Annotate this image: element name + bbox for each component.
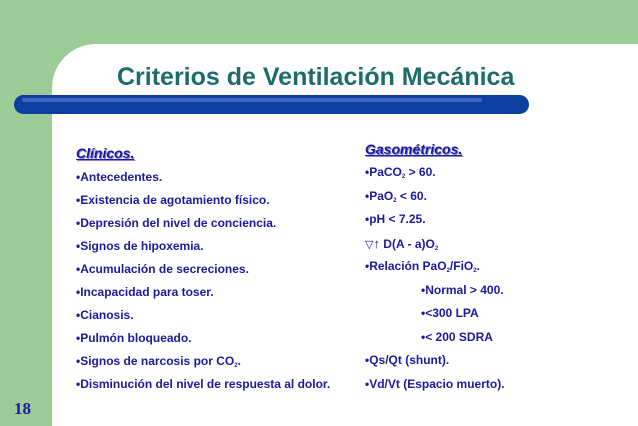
left-green-band <box>0 0 52 426</box>
narcosis-text: •Signos de narcosis por CO <box>76 354 235 368</box>
gradient-text: D(A - a)O <box>379 236 435 251</box>
paco2-text: •PaCO <box>365 165 402 179</box>
gas-item-relacion <box>365 259 625 283</box>
clinicos-item: •Existencia de agotamiento físico. <box>76 193 270 207</box>
relacion-suffix: . <box>476 259 480 273</box>
gas-item-lpa: •<300 LPA <box>421 306 479 320</box>
narcosis-suffix: . <box>237 354 241 368</box>
gas-item-gradient <box>365 236 625 260</box>
clinicos-item-narcosis <box>76 354 336 377</box>
clinicos-item: •Incapacidad para toser. <box>76 285 214 299</box>
clinicos-item: •Signos de hipoxemia. <box>76 239 204 253</box>
clinicos-heading: Clínicos. <box>76 145 135 161</box>
clinicos-column <box>76 145 336 392</box>
gas-item-vdvt: •Vd/Vt (Espacio muerto). <box>365 376 505 391</box>
slide-title: Criterios de Ventilación Mecánica <box>117 63 515 91</box>
pao2-subscript: 2 <box>393 197 397 204</box>
gradient-subscript: 2 <box>434 245 439 252</box>
gasometricos-column <box>365 141 625 400</box>
gas-item-ph: •pH < 7.25. <box>365 212 426 226</box>
clinicos-item: •Depresión del nivel de conciencia. <box>76 216 277 230</box>
relacion-subscript-1: 2 <box>446 268 450 274</box>
paco2-subscript: 2 <box>401 174 406 180</box>
clinicos-item: •Cianosis. <box>76 308 134 322</box>
clinicos-item: •Antecedentes. <box>76 170 163 184</box>
title-bar-highlight <box>22 98 482 102</box>
slide-number: 18 <box>14 399 31 418</box>
gas-item-paco2 <box>365 165 625 189</box>
clinicos-item: •Pulmón bloqueado. <box>76 331 192 345</box>
relacion-mid: /FiO <box>449 259 474 273</box>
clinicos-item: •Acumulación de secreciones. <box>76 262 249 276</box>
gasometricos-heading: Gasométricos. <box>365 141 463 157</box>
gas-item-shunt: •Qs/Qt (shunt). <box>365 353 450 367</box>
arrow-up-icon: ↑ <box>373 235 380 251</box>
relacion-subscript-2: 2 <box>473 268 477 274</box>
pao2-text: •PaO <box>365 188 394 203</box>
gas-item-sdra: •< 200 SDRA <box>421 329 493 344</box>
gas-item-normal: •Normal > 400. <box>421 282 504 297</box>
pao2-suffix: < 60. <box>396 188 427 203</box>
gas-item-pao2 <box>365 189 625 213</box>
triangle-icon: ▽ <box>365 238 374 251</box>
narcosis-subscript: 2 <box>234 363 238 369</box>
paco2-suffix: > 60. <box>405 165 436 179</box>
clinicos-item-last: •Disminución del nivel de respuesta al dolor. <box>76 377 331 391</box>
relacion-text: •Relación PaO <box>365 259 447 273</box>
